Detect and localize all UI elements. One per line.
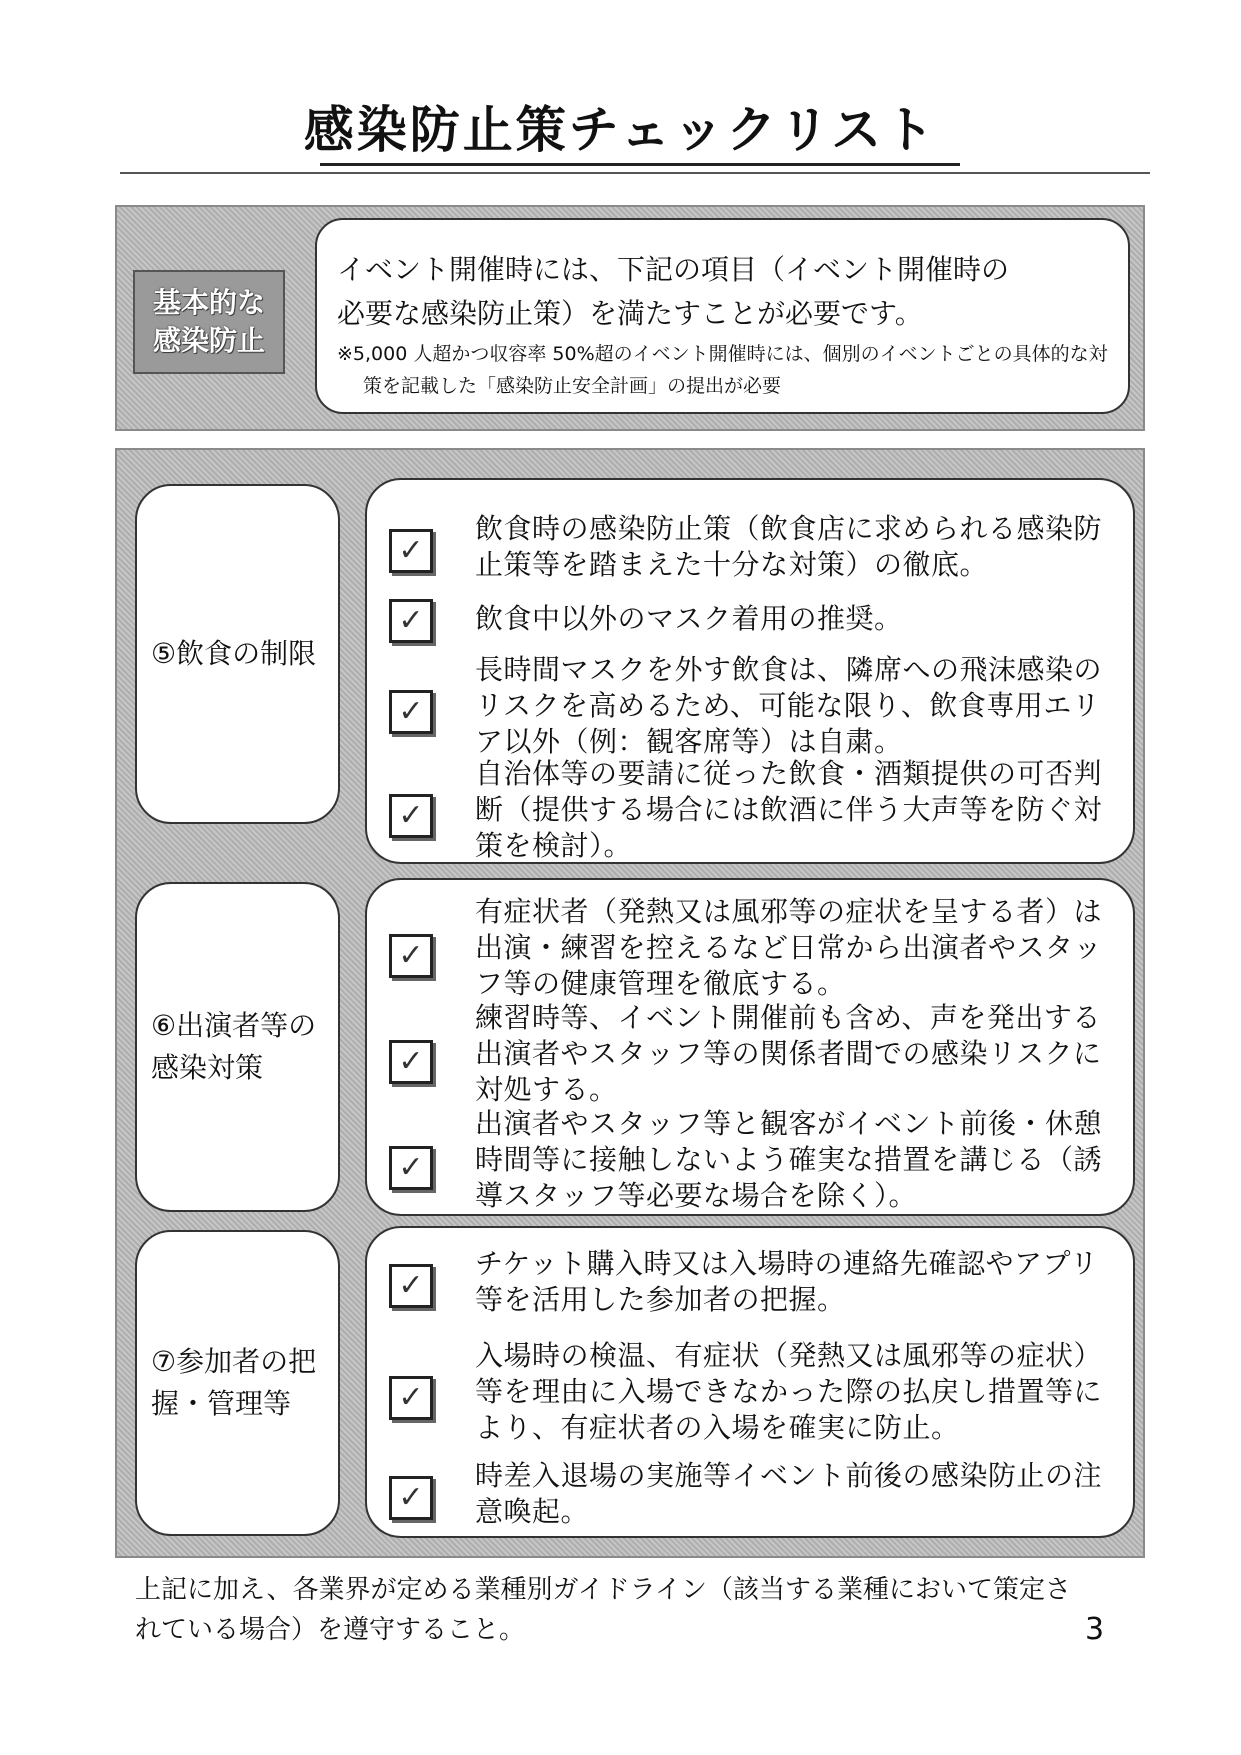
checklist-item-text: 入場時の検温、有症状（発熱又は風邪等の症状）等を理由に入場できなかった際の払戻し措置等により、有症状者の入場を確実に防止。 — [475, 1339, 1103, 1444]
checklist-item — [367, 505, 1137, 595]
intro-note: ※5,000 人超かつ収容率 50%超のイベント開催時には、個別のイベントごとの具体的な対策を記載した「感染防止安全計画」の提出が必要 — [337, 343, 1108, 397]
checklist-item — [367, 1000, 1137, 1110]
checklist-item-text: 自治体等の要請に従った飲食・酒類提供の可否判断（提供する場合には飲酒に伴う大声等を防ぐ対策を検討）。 — [475, 757, 1103, 862]
checklist-item-text: 練習時等、イベント開催前も含め、声を発出する出演者やスタッフ等の関係者間での感染リスクに対処する。 — [475, 1001, 1102, 1106]
checklist-item — [367, 752, 1137, 862]
page-title: 感染防止策チェックリスト — [303, 101, 938, 159]
checklist-item — [367, 595, 1137, 655]
section-items-participants — [365, 1226, 1135, 1538]
basic-label-line1: 基本的な — [152, 286, 265, 319]
basic-label — [133, 270, 285, 374]
checklist-item — [367, 1328, 1137, 1444]
checkbox-checked[interactable]: ✓ — [389, 1146, 433, 1190]
checkbox-checked[interactable]: ✓ — [389, 794, 433, 838]
checkbox-checked[interactable]: ✓ — [389, 934, 433, 978]
checklist-item-text: 長時間マスクを外す飲食は、隣席への飛沫感染のリスクを高めるため、可能な限り、飲食専用エリア以外（例：観客席等）は自粛。 — [475, 653, 1103, 758]
section-label-text: ⑥出演者等の感染対策 — [151, 1009, 317, 1084]
section-label-performers — [135, 882, 340, 1212]
checklist-item-text: 飲食中以外のマスク着用の推奨。 — [475, 602, 903, 635]
checklist-item-text: 飲食時の感染防止策（飲食店に求められる感染防止策等を踏まえた十分な対策）の徹底。 — [475, 512, 1103, 581]
checkbox-checked[interactable]: ✓ — [389, 1040, 433, 1084]
checklist-item — [367, 1106, 1137, 1216]
section-label-eating — [135, 484, 340, 824]
section-items-eating — [365, 478, 1135, 864]
section-label-text: ⑤飲食の制限 — [151, 637, 317, 670]
section-items-performers — [365, 878, 1135, 1216]
checklist-item — [367, 1244, 1137, 1324]
checklist-item-text: 出演者やスタッフ等と観客がイベント前後・休憩時間等に接触しないよう確実な措置を講じる（誘導スタッフ等必要な場合を除く）。 — [475, 1107, 1103, 1212]
checklist-item — [367, 652, 1137, 762]
checkbox-checked[interactable]: ✓ — [389, 1476, 433, 1520]
intro-box — [315, 218, 1130, 414]
intro-line1: イベント開催時には、下記の項目（イベント開催時の — [337, 253, 1010, 286]
basic-label-line2: 感染防止 — [152, 324, 265, 357]
checklist-item — [367, 894, 1137, 1004]
section-label-participants — [135, 1230, 340, 1536]
section-label-text: ⑦参加者の把握・管理等 — [151, 1345, 317, 1420]
title-underline — [320, 163, 960, 166]
checklist-item-text: チケット購入時又は入場時の連絡先確認やアプリ等を活用した参加者の把握。 — [475, 1247, 1099, 1316]
checkbox-checked[interactable]: ✓ — [389, 599, 433, 643]
checkbox-checked[interactable]: ✓ — [389, 1376, 433, 1420]
checkbox-checked[interactable]: ✓ — [389, 690, 433, 734]
footer-note: 上記に加え、各業界が定める業種別ガイドライン（該当する業種において策定されている場合）を遵守すること。 — [135, 1575, 1072, 1645]
intro-line2: 必要な感染防止策）を満たすことが必要です。 — [337, 297, 923, 330]
checklist-item-text: 時差入退場の実施等イベント前後の感染防止の注意喚起。 — [475, 1459, 1103, 1528]
divider — [120, 172, 1150, 174]
checklist-item-text: 有症状者（発熱又は風邪等の症状を呈する者）は出演・練習を控えるなど日常から出演者やスタッフ等の健康管理を徹底する。 — [475, 895, 1103, 1000]
page-number: 3 — [1085, 1612, 1105, 1647]
checkbox-checked[interactable]: ✓ — [389, 1264, 433, 1308]
checklist-item — [367, 1454, 1137, 1534]
checkbox-checked[interactable]: ✓ — [389, 529, 433, 573]
